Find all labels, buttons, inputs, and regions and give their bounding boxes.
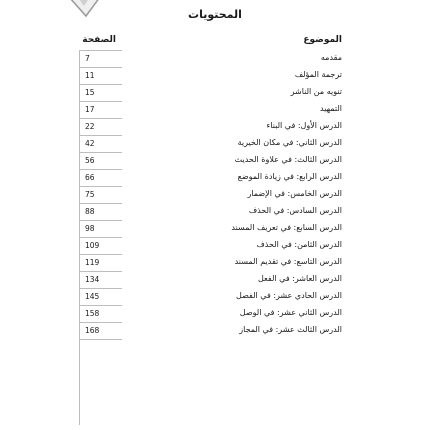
- topic-column-header: الموضوع: [303, 35, 342, 45]
- page-number: 119: [80, 255, 122, 272]
- page-column-header: الصفحة: [82, 35, 116, 45]
- toc-entry: الدرس الحادي عشر: في الفصل: [236, 291, 342, 300]
- page-number: 17: [80, 102, 122, 119]
- page-number: 98: [80, 221, 122, 238]
- toc-entry: تنويه من الناشر: [290, 87, 342, 96]
- page-number: 7: [80, 51, 122, 68]
- toc-entry: الدرس السادس: في الحذف: [248, 206, 342, 215]
- toc-entry: الدرس الثامن: في الحذف: [256, 240, 342, 249]
- page-number: 134: [80, 272, 122, 289]
- toc-entry: الدرس الثاني عشر: في الوصل: [239, 308, 342, 317]
- toc-entry: ترجمة المؤلف: [294, 70, 342, 79]
- page-number: 109: [80, 238, 122, 255]
- toc-entry: الدرس الخامس: في الإضمار: [247, 189, 342, 198]
- toc-entry: الدرس الرابع: في زيادة الموضع: [237, 172, 342, 181]
- page-number: 88: [80, 204, 122, 221]
- topic-column: [200, 50, 342, 339]
- toc-entry: الدرس الثاني: في مكان الخيرية: [237, 138, 342, 147]
- toc-entry: الدرس السابع: في تعريف المسند: [231, 223, 342, 232]
- toc-entry: مقدمه: [320, 53, 342, 62]
- page-number: 168: [80, 323, 122, 340]
- page-number: 75: [80, 187, 122, 204]
- page-number: 11: [80, 68, 122, 85]
- page-number: 145: [80, 289, 122, 306]
- toc-entry: الدرس الأول: في البناء: [266, 121, 342, 130]
- page-number-column: [79, 50, 122, 425]
- page-number: 158: [80, 306, 122, 323]
- page-number: 56: [80, 153, 122, 170]
- toc-entry: الدرس التاسع: في تقديم المسند: [234, 257, 342, 266]
- toc-entry: الدرس العاشر: في الفعل: [257, 274, 342, 283]
- toc-entry: الدرس الثالث: في علاوة الحديث: [234, 155, 342, 164]
- page-number: 22: [80, 119, 122, 136]
- toc-header-row: [0, 35, 430, 49]
- toc-entry: التمهيد: [320, 104, 342, 113]
- page-number: 15: [80, 85, 122, 102]
- page-number: 42: [80, 136, 122, 153]
- toc-entry: الدرس الثالث عشر: في المجاز: [239, 325, 342, 334]
- page-title: المحتويات: [188, 8, 242, 21]
- page-number: 66: [80, 170, 122, 187]
